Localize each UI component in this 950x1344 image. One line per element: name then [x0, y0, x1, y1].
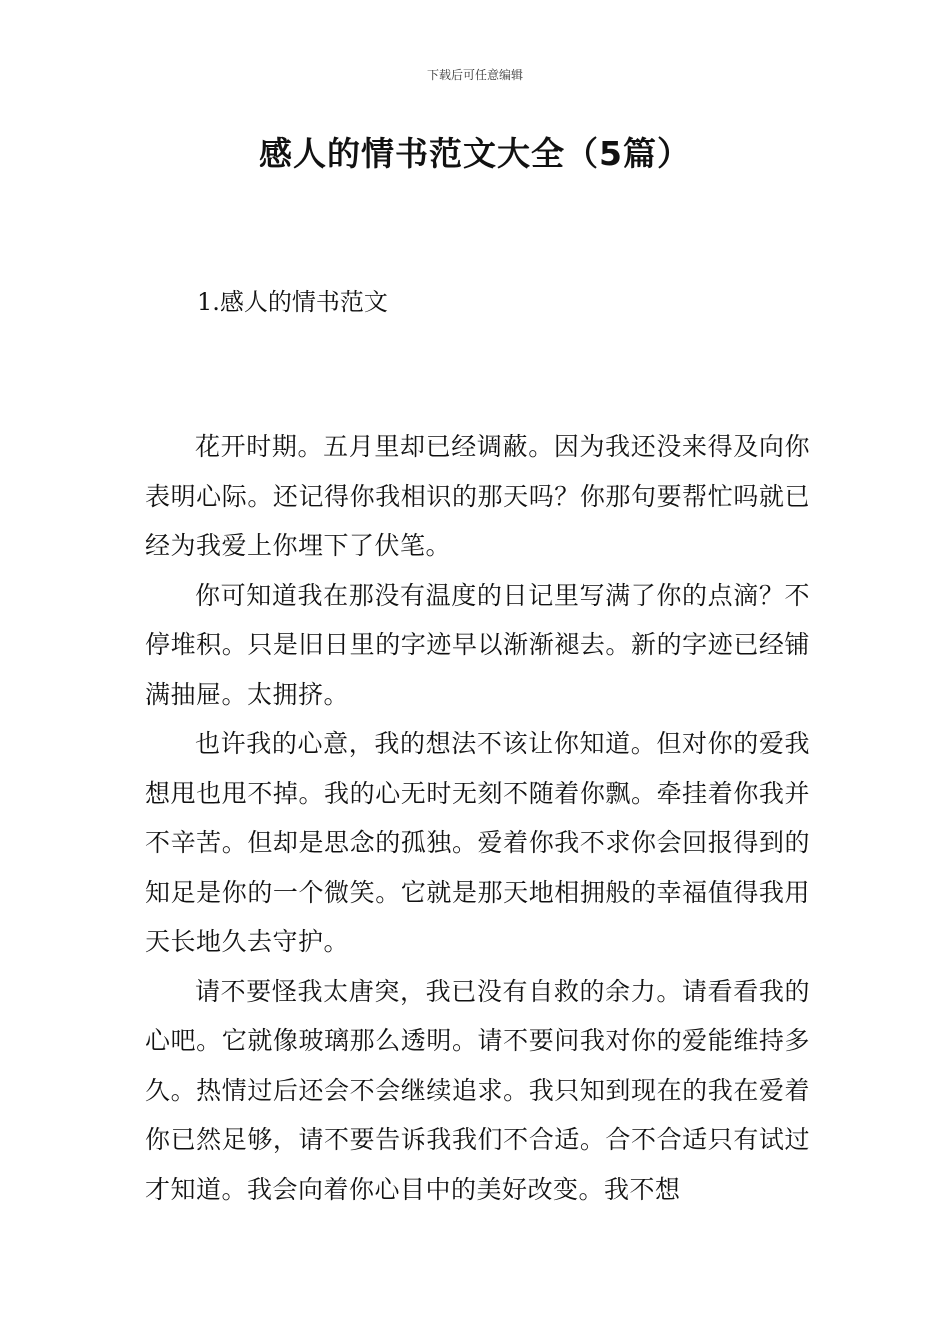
paragraph: 也许我的心意，我的想法不该让你知道。但对你的爱我想甩也甩不掉。我的心无时无刻不随着你飘。牵挂着你我并不辛苦。但却是思念的孤独。爱着你我不求你会回报得到的知足是你的一个微笑。它就是那天地相拥般的幸福值得我用天长地久去守护。 — [145, 729, 810, 956]
document-body — [145, 422, 810, 1214]
header-note: 下载后可任意编辑 — [426, 68, 523, 82]
document-title: 感人的情书范文大全（5篇） — [259, 134, 691, 173]
paragraph: 花开时期。五月里却已经调蔽。因为我还没来得及向你表明心际。还记得你我相识的那天吗？你那句要帮忙吗就已经为我爱上你埋下了伏笔。 — [145, 432, 810, 560]
paragraph: 请不要怪我太唐突，我已没有自救的余力。请看看我的心吧。它就像玻璃那么透明。请不要问我对你的爱能维持多久。热情过后还会不会继续追求。我只知到现在的我在爱着你已然足够，请不要告诉我我们不合适。合不合适只有试过才知道。我会向着你心目中的美好改变。我不想 — [145, 976, 810, 1204]
paragraph: 你可知道我在那没有温度的日记里写满了你的点滴？不停堆积。只是旧日里的字迹早以渐渐褪去。新的字迹已经铺满抽屉。太拥挤。 — [145, 580, 810, 709]
section-heading: 1.感人的情书范文 — [197, 288, 388, 316]
